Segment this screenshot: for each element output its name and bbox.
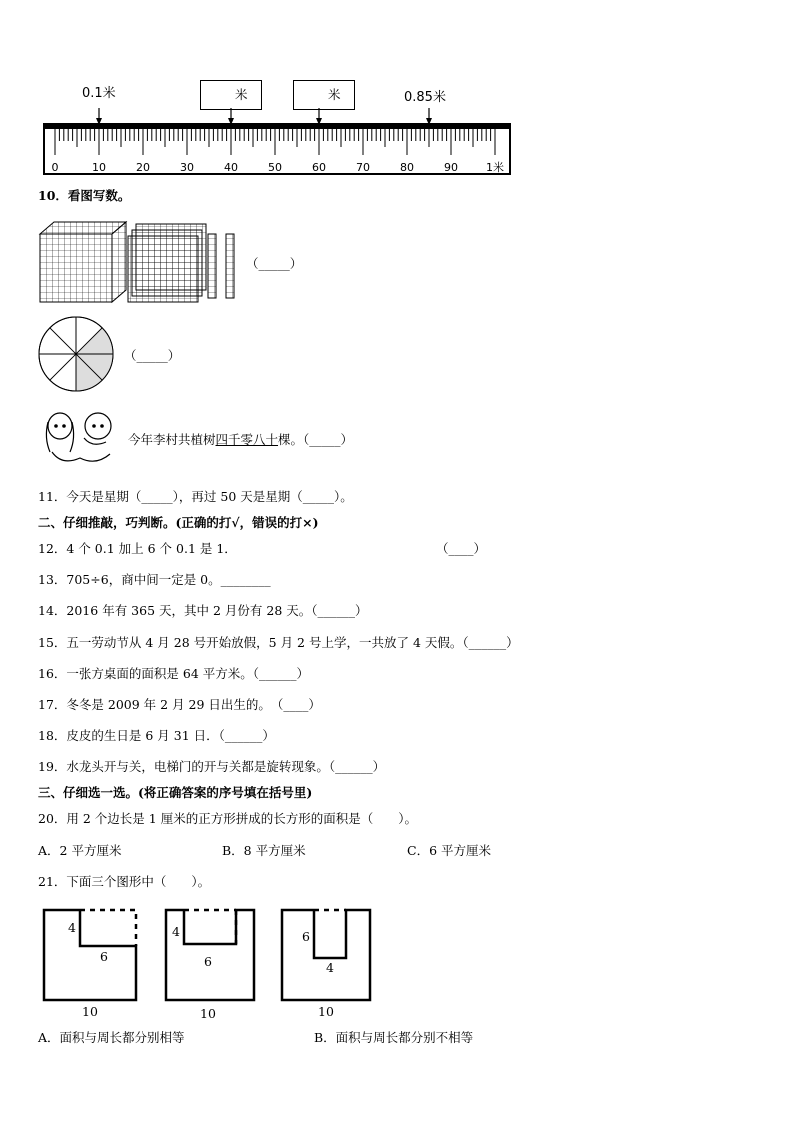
q16: 16．一张方桌面的面积是 64 平方米。（______） — [38, 666, 310, 681]
ruler-tick-label: 90 — [444, 161, 458, 174]
q10-blank-2[interactable]: （_____） — [124, 348, 181, 363]
pie-eighths — [38, 316, 118, 396]
q10-sentence-after[interactable]: 棵。（_____） — [278, 432, 354, 447]
answer-box-1-unit: 米 — [235, 87, 248, 102]
q20-text: 20．用 2 个边长是 1 厘米的正方形拼成的长方形的面积是（ ）。 — [38, 811, 417, 826]
section-2-heading: 二、仔细推敲，巧判断。(正确的打√，错误的打×) — [38, 515, 319, 530]
ruler-tick-label: 1米 — [486, 161, 504, 174]
q13: 13．705÷6，商中间一定是 0。________ — [38, 572, 271, 587]
section-3-heading: 三、仔细选一选。(将正确答案的序号填在括号里) — [38, 785, 313, 800]
q21-figure-2 — [162, 906, 272, 1006]
q21-option-b[interactable]: B．面积与周长都分别不相等 — [314, 1030, 474, 1045]
answer-box-2-unit: 米 — [328, 87, 341, 102]
ruler-tick-label: 40 — [224, 161, 238, 174]
q21-fig1-inner: 6 — [100, 949, 108, 964]
q21-fig2-bottom: 10 — [200, 1006, 216, 1021]
ruler-tick-label: 30 — [180, 161, 194, 174]
q20-option-a[interactable]: A．2 平方厘米 — [38, 843, 122, 858]
q11: 11．今天是星期（_____），再过 50 天是星期（_____）。 — [38, 489, 353, 504]
ruler-top-edge — [44, 124, 510, 129]
q10-blank-1[interactable]: （_____） — [246, 256, 303, 271]
ruler-label-right: 0.85米 — [404, 90, 446, 105]
q14: 14．2016 年有 365 天，其中 2 月份有 28 天。（______） — [38, 603, 368, 618]
q12-text: 12．4 个 0.1 加上 6 个 0.1 是 1． — [38, 541, 237, 556]
q21-fig3-bottom: 10 — [318, 1004, 334, 1019]
ruler-tick-label: 60 — [312, 161, 326, 174]
q21-fig2-inner: 6 — [204, 954, 212, 969]
ruler-tick-label: 20 — [136, 161, 150, 174]
ruler-tick-label: 10 — [92, 161, 106, 174]
q21-fig2-side: 4 — [172, 924, 180, 939]
q12-blank[interactable]: （____） — [436, 541, 487, 556]
q20-option-b[interactable]: B．8 平方厘米 — [222, 843, 306, 858]
ruler-label-left: 0.1米 — [82, 86, 116, 101]
q19: 19．水龙头开与关，电梯门的开与关都是旋转现象。（______） — [38, 759, 386, 774]
q21-option-a[interactable]: A．面积与周长都分别相等 — [38, 1030, 185, 1045]
q21-fig3-inner: 4 — [326, 960, 334, 975]
q21-figure-1 — [40, 906, 150, 1006]
q17: 17．冬冬是 2009 年 2 月 29 日出生的。 （____） — [38, 697, 321, 712]
ruler — [40, 100, 510, 190]
q21-fig3-side: 6 — [302, 929, 310, 944]
q10-sentence-before: 今年李村共植树 — [128, 432, 216, 447]
q21-figure-3 — [278, 906, 378, 1006]
q15: 15．五一劳动节从 4 月 28 号开始放假，5 月 2 号上学，一共放了 4 天假。（______） — [38, 635, 519, 650]
q21-fig1-side: 4 — [68, 920, 76, 935]
ruler-tick-label: 0 — [51, 161, 59, 174]
ruler-tick-label: 80 — [400, 161, 414, 174]
children-illustration — [40, 408, 120, 468]
ruler-tick-label: 50 — [268, 161, 282, 174]
q21-text: 21．下面三个图形中（ ）。 — [38, 874, 211, 889]
base-ten-blocks — [40, 220, 240, 310]
q18: 18．皮皮的生日是 6 月 31 日．（______） — [38, 728, 275, 743]
q10-sentence-underlined: 四千零八十 — [215, 432, 279, 447]
ruler-tick-label: 70 — [356, 161, 370, 174]
q10-sentence — [128, 432, 353, 448]
q21-fig1-bottom: 10 — [82, 1004, 98, 1019]
q20-option-c[interactable]: C．6 平方厘米 — [407, 843, 491, 858]
q10-title: 10．看图写数。 — [38, 188, 131, 203]
